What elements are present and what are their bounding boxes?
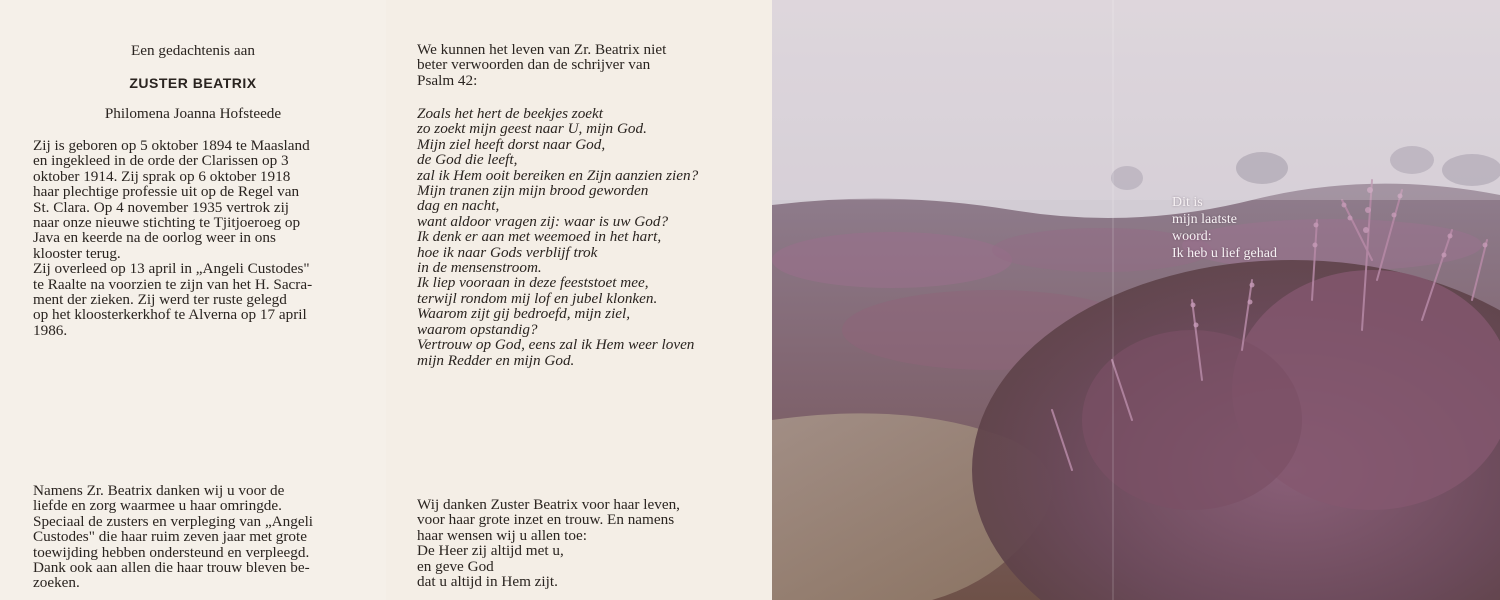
closing-line: voor haar grote inzet en trouw. En namens [417,511,675,529]
thanks-line: liefde en zorg waarmee u haar omringde. [33,497,282,515]
psalm-line: zo zoekt mijn geest naar U, mijn God. [417,120,647,138]
closing-line: dat u altijd in Hem zijt. [417,573,558,591]
psalm-line: hoe ik naar Gods verblijf trok [417,243,598,261]
psalm-text [417,106,747,368]
bio-line: klooster terug. [33,244,121,262]
thanks-text [33,483,351,591]
photo-caption [1172,194,1277,262]
intro-text: Een gedachtenis aan [131,42,255,59]
psalm-line: in de mensenstroom. [417,259,542,277]
bio-line: naar onze nieuwe stichting te Tjitjoeroeg op [33,214,301,232]
bio-line: 1986. [33,321,68,339]
psalm-line: Vertrouw op God, eens zal ik Hem weer loven [417,336,695,354]
thanks-line: toewijding hebben ondersteund en verpleegd. [33,543,310,561]
thanks-line: Dank ook aan allen die haar trouw bleven be- [33,559,310,577]
psalm-line: Ik denk er aan met weemoed in het hart, [417,228,662,246]
bio-line: Zij overleed op 13 april in „Angeli Custodes" [33,260,310,278]
deceased-name-heading: ZUSTER BEATRIX [129,75,257,91]
caption-line: Ik heb u lief gehad [1172,246,1277,261]
thanks-line: Namens Zr. Beatrix danken wij u voor de [33,482,285,499]
psalm-line: Zoals het hert de beekjes zoekt [417,105,603,122]
thanks-line: Custodes" die haar ruim zeven jaar met grote [33,528,307,546]
left-panel [0,0,386,600]
thanks-line: Speciaal de zusters en verpleging van „Angeli [33,512,314,530]
closing-line: De Heer zij altijd met u, [417,542,564,560]
psalm-line: de God die leeft, [417,151,518,169]
psalm-line: mijn Redder en mijn God. [417,351,575,369]
closing-line: en geve God [417,557,494,575]
bio-line: Java en keerde na de oorlog weer in ons [33,229,276,247]
psalm-line: Ik liep vooraan in deze feeststoet mee, [417,274,649,292]
closing-text [417,497,739,589]
heather-landscape-image [772,0,1500,600]
intro-line: Psalm 42: [417,71,478,89]
psalm-line: Mijn ziel heeft dorst naar God, [417,135,606,153]
photo-fold-line [1112,0,1114,600]
caption-line: Dit is [1172,195,1203,210]
psalm-line: dag en nacht, [417,197,500,215]
bio-line: te Raalte na voorzien te zijn van het H. Sacra- [33,275,313,293]
closing-line: haar wensen wij u allen toe: [417,526,587,544]
heather-landscape-photo [772,0,1500,600]
psalm-line: zal ik Hem ooit bereiken en Zijn aanzien zien? [417,166,699,184]
psalm-line: Mijn tranen zijn mijn brood geworden [417,182,649,200]
bio-line: haar plechtige professie uit op de Regel van [33,183,300,201]
bio-line: ment der zieken. Zij werd ter ruste gelegd [33,291,287,309]
psalm-intro [417,42,739,88]
intro-line: beter verwoorden dan de schrijver van [417,56,651,74]
caption-line: mijn laatste [1172,212,1237,227]
bio-line: op het kloosterkerkhof te Alverna op 17 april [33,306,307,324]
closing-line: Wij danken Zuster Beatrix voor haar leven, [417,496,680,513]
bio-line: oktober 1914. Zij sprak op 6 oktober 1918 [33,167,291,185]
thanks-line: zoeken. [33,574,80,592]
psalm-line: waarom opstandig? [417,320,538,338]
bio-line: en ingekleed in de orde der Clarissen op 3 [33,152,289,170]
psalm-line: Waarom zijt gij bedroefd, mijn ziel, [417,305,631,323]
bio-line: St. Clara. Op 4 november 1935 vertrok zij [33,198,290,216]
caption-line: woord: [1172,229,1212,244]
biography [33,138,351,338]
full-name: Philomena Joanna Hofsteede [104,105,282,122]
intro-line: We kunnen het leven van Zr. Beatrix niet [417,41,667,58]
middle-panel [386,0,772,600]
psalm-line: want aldoor vragen zij: waar is uw God? [417,212,669,230]
bio-line: Zij is geboren op 5 oktober 1894 te Maasland [33,137,310,154]
psalm-line: terwijl rondom mij lof en jubel klonken. [417,289,658,307]
